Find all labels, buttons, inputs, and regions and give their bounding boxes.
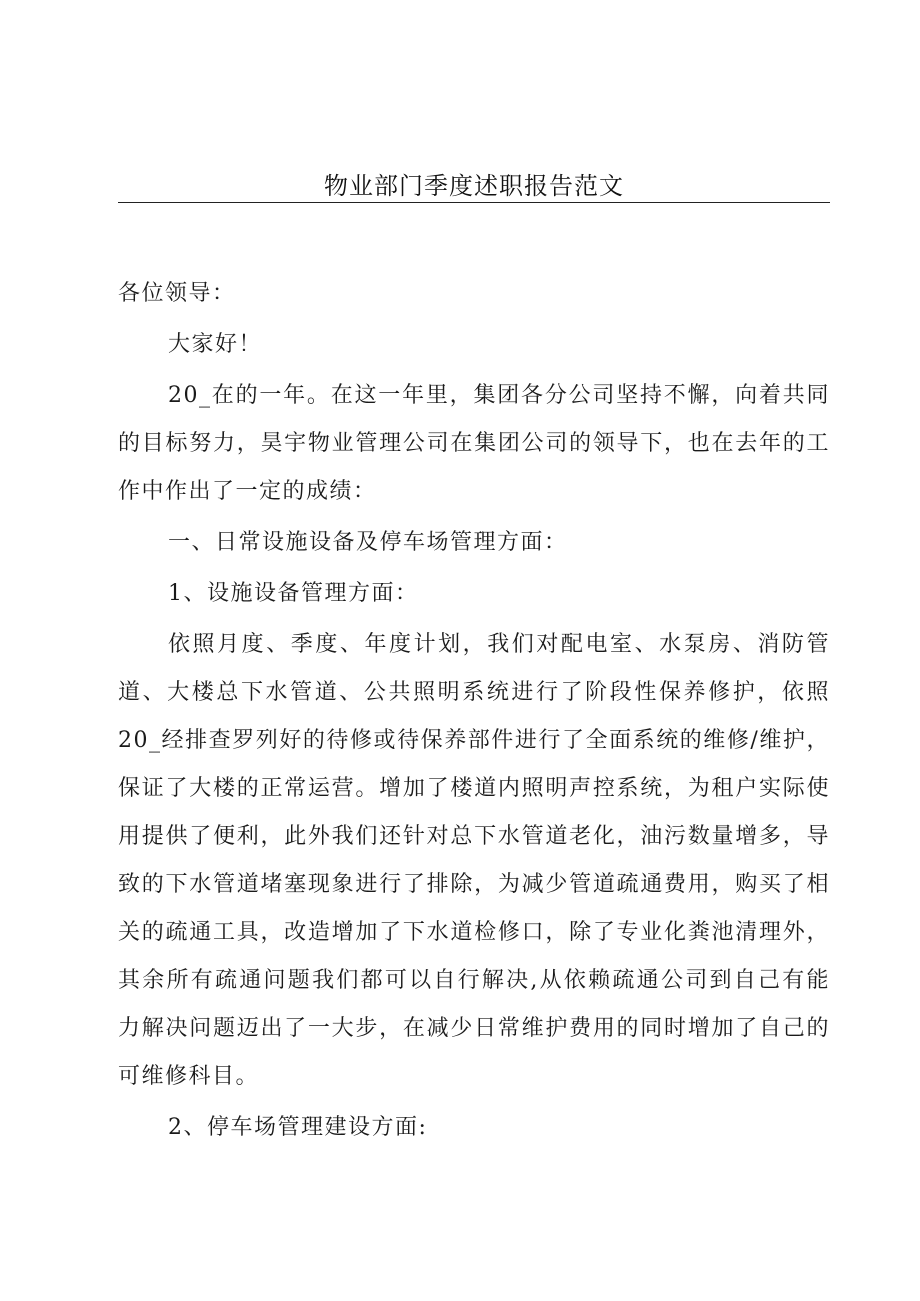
section-heading-1: 一、日常设施设备及停车场管理方面： xyxy=(168,530,568,555)
greeting: 大家好！ xyxy=(168,332,263,357)
title-underline xyxy=(118,202,830,203)
salutation: 各位领导： xyxy=(118,281,236,306)
subsection-heading-2: 2、停车场管理建设方面: xyxy=(168,1115,428,1140)
subsection-heading-1: 1、设施设备管理方面： xyxy=(168,581,419,606)
document-title: 物业部门季度述职报告范文 xyxy=(324,172,624,200)
facility-paragraph: 依照月度、季度、年度计划，我们对配电室、水泵房、消防管道、大楼总下水管道、公共照明系统进行了阶段性保养修护，依照20_经排查罗列好的待修或待保养部件进行了全面系统的维修/维护，保证了大楼的正常运营。增加了楼道内照明声控系统，为租户实际使用提供了便利，此外我们还针对总下水管道老化，油污数量增多，导致的下水管道堵塞现象进行了排除，为减少管道疏通费用，购买了相关的疏通工具，改造增加了下水道检修口，除了专业化粪池清理外，其余所有疏通问题我们都可以自行解决,从依赖疏通公司到自己有能力解决问题迈出了一大步，在减少日常维护费用的同时增加了自己的可维修科目。 xyxy=(118,632,830,1089)
intro-paragraph: 20_在的一年。在这一年里，集团各分公司坚持不懈，向着共同的目标努力，昊宇物业管理公司在集团公司的领导下，也在去年的工作中作出了一定的成绩： xyxy=(118,383,830,504)
document-body xyxy=(118,270,830,1152)
